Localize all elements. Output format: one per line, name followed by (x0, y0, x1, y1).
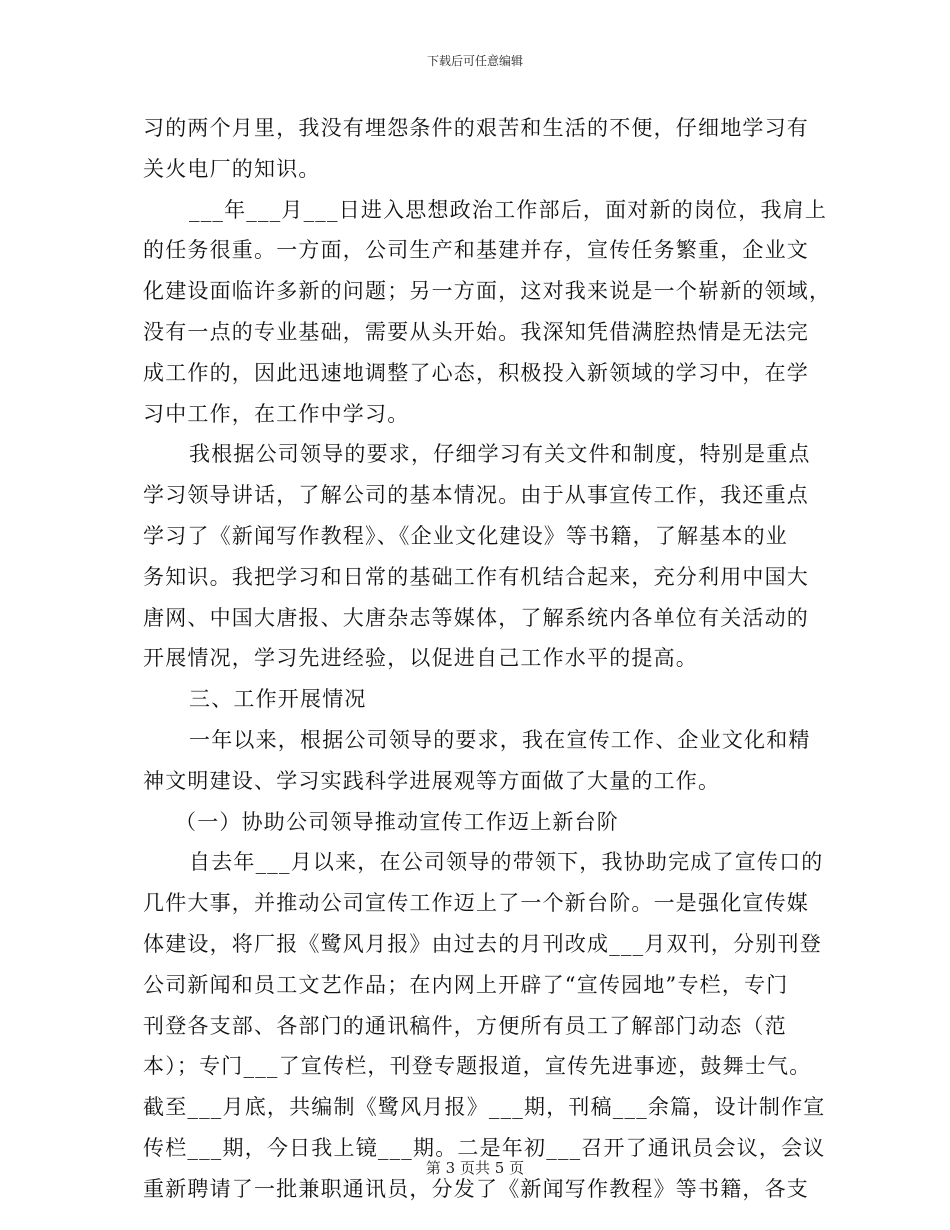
page-header: 下载后可任意编辑 (426, 54, 523, 68)
text-line: 唐网、中国大唐报、大唐杂志等媒体，了解系统内各单位有关活动的 (143, 605, 809, 630)
text-line: 化建设面临许多新的问题；另一方面，这对我来说是一个崭新的领域， (143, 279, 832, 304)
text-line: 务知识。我把学习和日常的基础工作有机结合起来，充分利用中国大 (143, 564, 809, 589)
page-footer: 第 3 页共 5 页 (425, 1159, 525, 1177)
text-line: 学习领导讲话，了解公司的基本情况。由于从事宣传工作，我还重点 (143, 483, 809, 508)
subsection-heading: （一）协助公司领导推动宣传工作迈上新台阶 (175, 809, 619, 834)
text-line: 习的两个月里，我没有埋怨条件的艰苦和生活的不便，仔细地学习有 (143, 116, 809, 140)
text-line: 没有一点的专业基础，需要从头开始。我深知凭借满腔热情是无法完 (143, 319, 809, 344)
text-line: 学习了《新闻写作教程》、《企业文化建设》等书籍，了解基本的业 (143, 523, 788, 548)
text-line: 几件大事，并推动公司宣传工作迈上了一个新台阶。一是强化宣传媒 (143, 891, 809, 916)
text-line: 刊登各支部、各部门的通讯稿件，方便所有员工了解部门动态（范 (143, 1013, 787, 1038)
section-heading: 三、工作开展情况 (189, 687, 367, 712)
text-line: 重新聘请了一批兼职通讯员，分发了《新闻写作教程》等书籍，各支 (143, 1176, 809, 1201)
text-line: 关火电厂的知识。 (143, 156, 321, 181)
paragraph-start-line: ___年___月___日进入思想政治工作部后，面对新的岗位，我肩上 (189, 197, 828, 222)
document-body (143, 108, 832, 1210)
text-line: 神文明建设、学习实践科学进展观等方面做了大量的工作。 (143, 768, 721, 793)
text-line: 的任务很重。一方面，公司生产和基建并存，宣传任务繁重，企业文 (143, 238, 809, 263)
text-line: 本）；专门___了宣传栏，刊登专题报道，宣传先进事迹，鼓舞士气。 (143, 1054, 812, 1079)
text-line: 传栏___期，今日我上镜___期。二是年初___召开了通讯员会议，会议 (143, 1135, 826, 1160)
text-line: 截至___月底，共编制《鹭风月报》___期，刊稿___余篇，设计制作宣 (143, 1095, 826, 1120)
text-line: 成工作的，因此迅速地调整了心态，积极投入新领域的学习中，在学 (143, 360, 809, 385)
text-line: 开展情况，学习先进经验，以促进自己工作水平的提高。 (143, 646, 698, 671)
paragraph-start-line: 自去年___月以来，在公司领导的带领下，我协助完成了宣传口的 (189, 850, 824, 875)
text-line: 公司新闻和员工文艺作品；在内网上开辟了“宣传园地”专栏，专门 (143, 972, 789, 997)
paragraph-start-line: 我根据公司领导的要求，仔细学习有关文件和制度，特别是重点 (189, 442, 811, 467)
text-line: 习中工作，在工作中学习。 (143, 401, 410, 426)
text-line: 体建设，将厂报《鹭风月报》由过去的月刊改成___月双刊，分别刊登 (143, 931, 822, 956)
paragraph-start-line: 一年以来，根据公司领导的要求，我在宣传工作、企业文化和精 (189, 727, 811, 752)
